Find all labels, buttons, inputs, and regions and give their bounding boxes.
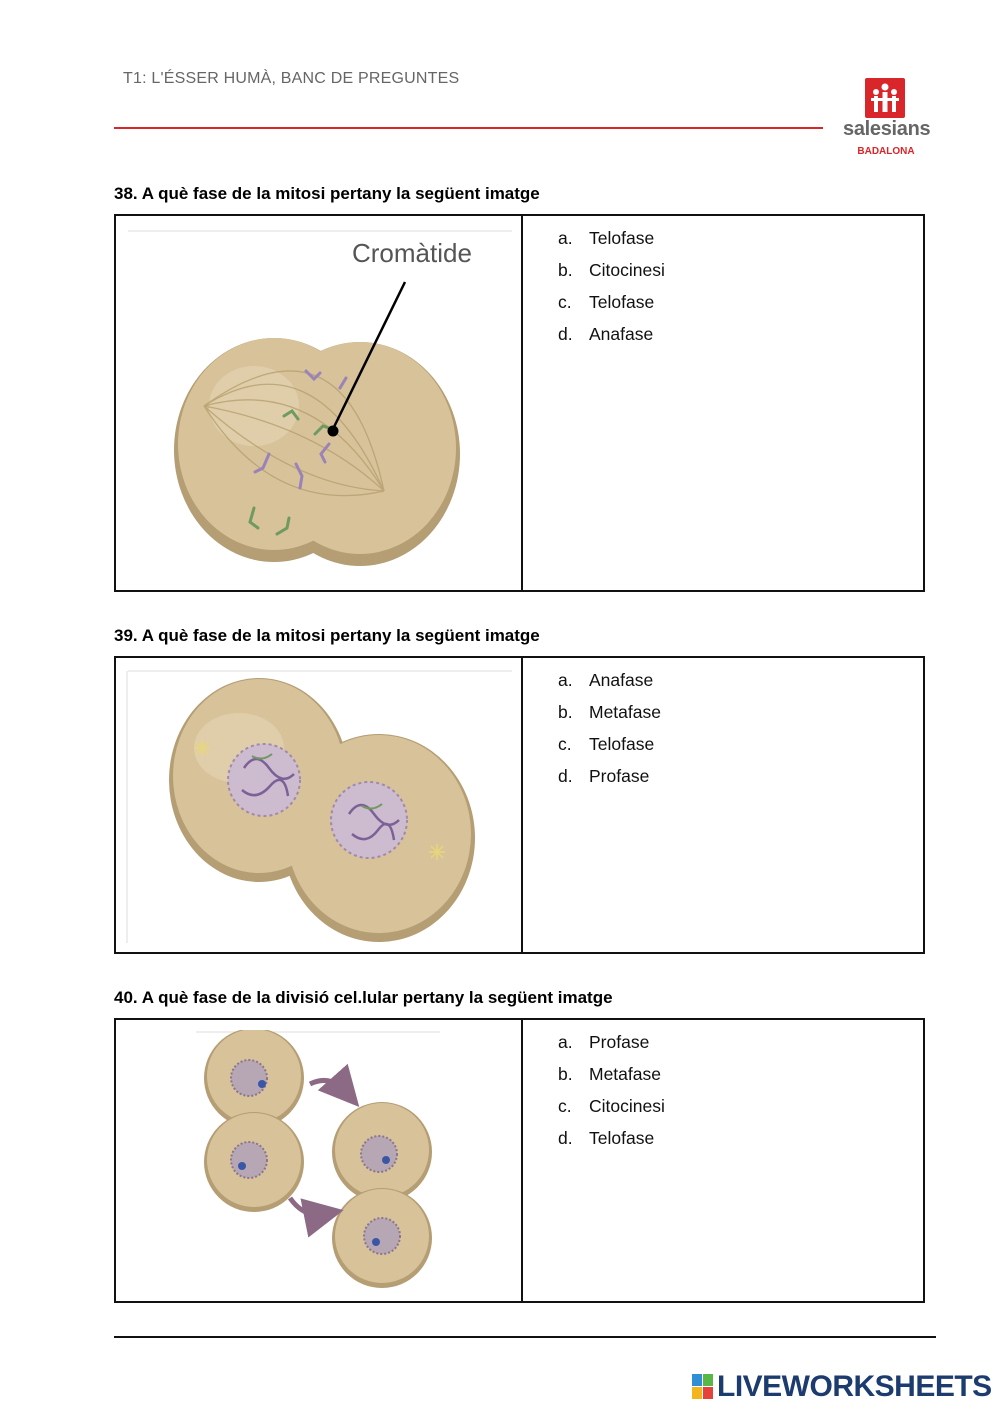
option-letter: a. (558, 1032, 573, 1052)
option-text: Anafase (589, 324, 654, 344)
answer-options-40 (558, 1030, 665, 1158)
option-text: Anafase (589, 670, 654, 690)
option-text: Telofase (589, 228, 655, 248)
logo-name: salesians (843, 118, 931, 140)
option-letter: d. (558, 766, 573, 786)
answer-option[interactable] (558, 1062, 665, 1094)
answer-option[interactable] (558, 668, 661, 700)
option-letter: c. (558, 1096, 572, 1116)
answer-option[interactable] (558, 700, 661, 732)
option-letter: d. (558, 1128, 573, 1148)
answer-option[interactable] (558, 258, 665, 290)
option-letter: c. (558, 292, 572, 312)
telophase-cell-image (124, 668, 514, 946)
answer-options-39 (558, 668, 661, 796)
option-text: Metafase (589, 1064, 661, 1084)
cell-division-image (124, 1030, 514, 1295)
answer-option[interactable] (558, 732, 661, 764)
option-text: Telofase (589, 734, 655, 754)
question-box-38 (114, 214, 925, 592)
option-text: Citocinesi (589, 260, 665, 280)
question-title-38: 38. A què fase de la mitosi pertany la següent imatge (114, 184, 540, 203)
brand-name: LIVEWORKSHEETS (717, 1370, 992, 1403)
option-letter: a. (558, 228, 573, 248)
option-letter: b. (558, 702, 573, 722)
answer-option[interactable] (558, 226, 665, 258)
question-box-40 (114, 1018, 925, 1303)
chromatid-label: Cromàtide (352, 238, 472, 268)
answer-options-38 (558, 226, 665, 354)
option-text: Profase (589, 1032, 650, 1052)
header-divider (114, 127, 823, 129)
option-letter: b. (558, 260, 573, 280)
footer-divider (114, 1336, 936, 1338)
option-letter: c. (558, 734, 572, 754)
option-text: Telofase (589, 1128, 655, 1148)
option-text: Telofase (589, 292, 655, 312)
option-letter: b. (558, 1064, 573, 1084)
answer-option[interactable] (558, 1126, 665, 1158)
answer-option[interactable] (558, 322, 665, 354)
answer-option[interactable] (558, 290, 665, 322)
question-box-39 (114, 656, 925, 954)
salesians-logo (840, 78, 932, 160)
anaphase-cell-image (124, 226, 514, 582)
option-text: Profase (589, 766, 650, 786)
option-text: Metafase (589, 702, 661, 722)
logo-mark-icon (865, 78, 905, 118)
answer-option[interactable] (558, 764, 661, 796)
answer-option[interactable] (558, 1094, 665, 1126)
column-divider (521, 216, 523, 590)
liveworksheets-icon (692, 1374, 714, 1400)
column-divider (521, 658, 523, 952)
option-text: Citocinesi (589, 1096, 665, 1116)
option-letter: d. (558, 324, 573, 344)
column-divider (521, 1020, 523, 1301)
logo-subtitle: BADALONA (857, 146, 915, 157)
question-title-40: 40. A què fase de la divisió cel.lular pertany la següent imatge (114, 988, 613, 1007)
option-letter: a. (558, 670, 573, 690)
answer-option[interactable] (558, 1030, 665, 1062)
question-title-39: 39. A què fase de la mitosi pertany la següent imatge (114, 626, 540, 645)
page-header-title: T1: L'ÉSSER HUMÀ, BANC DE PREGUNTES (123, 70, 460, 87)
